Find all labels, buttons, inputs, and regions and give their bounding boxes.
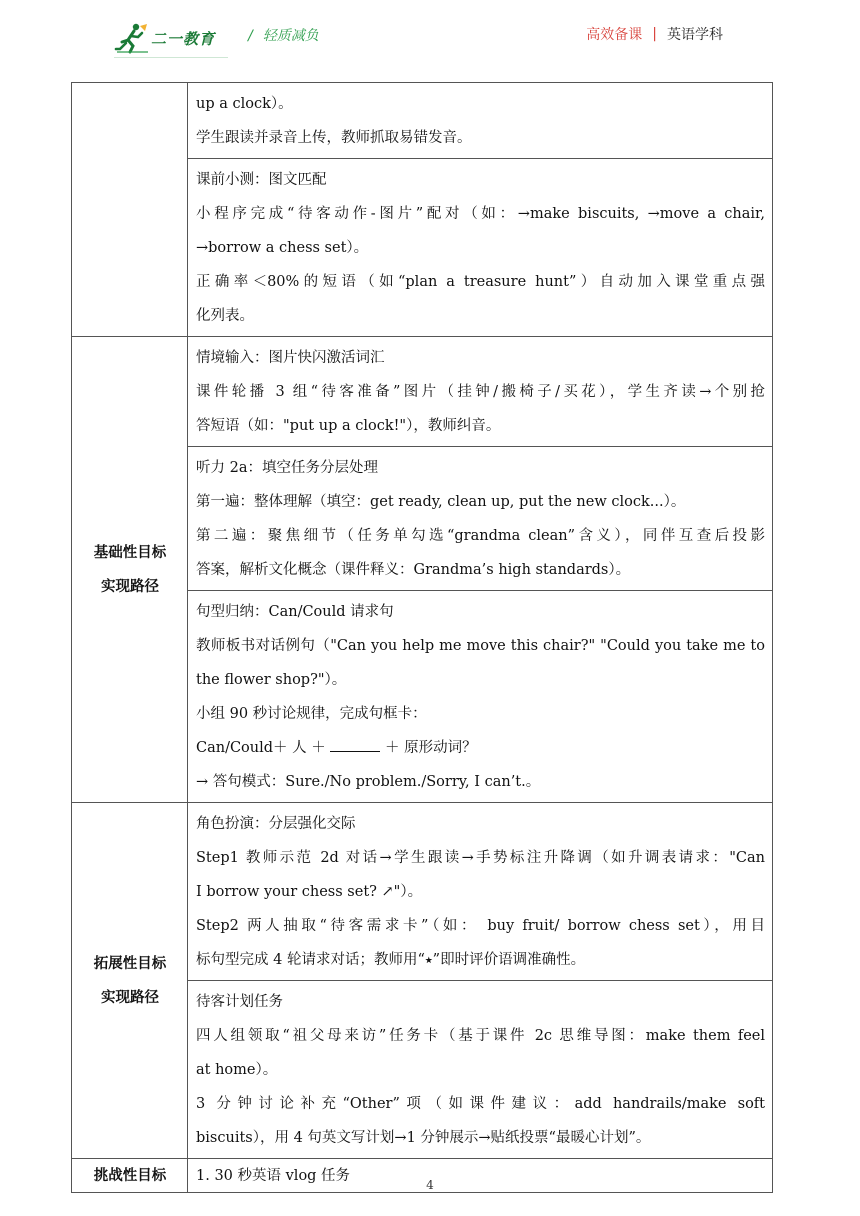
frame-part: ＋ 原形动词？ [384, 740, 477, 756]
text-line: 待客计划任务 [196, 994, 283, 1010]
text-line: the flower shop?"）。 [196, 672, 347, 688]
label-line: 实现路径 [101, 990, 159, 1006]
text-line: 小程序完成“待客动作-图片”配对（如：→make biscuits, →move a chair, [196, 206, 765, 222]
text-line: 化列表。 [196, 308, 254, 324]
content-cell [188, 159, 773, 337]
text-line: 课前小测：图文匹配 [196, 172, 327, 188]
header-separator: | [652, 26, 657, 42]
text-line: →borrow a chess set）。 [196, 240, 369, 256]
text-line: 情境输入：图片快闪激活词汇 [196, 350, 385, 366]
content-cell [188, 803, 773, 981]
table-row [72, 803, 773, 981]
text-line: 标句型完成 4 轮请求对话；教师用“⭑”即时评价语调准确性。 [196, 952, 586, 968]
text-line: 答案，解析文化概念（课件释义：Grandma’s high standards）。 [196, 562, 631, 578]
empty-label-cell [72, 83, 188, 337]
text-line: I borrow your chess set? ↗"）。 [196, 884, 423, 900]
page-number: 4 [426, 1178, 434, 1192]
text-line: 第二遍：聚焦细节（任务单勾选“grandma clean”含义），同伴互查后投影 [196, 528, 765, 544]
header-tag: 高效备课 [586, 27, 643, 43]
content-cell [188, 981, 773, 1159]
content-cell [188, 447, 773, 591]
text-line: 小组 90 秒讨论规律，完成句框卡： [196, 706, 427, 722]
label-line: 基础性目标 [93, 545, 167, 561]
runner-logo-icon [114, 22, 150, 54]
text-line: 答短语（如："put up a clock!"），教师纠音。 [196, 418, 501, 434]
frame-part: Can/Could＋ 人 ＋ [196, 740, 326, 756]
text-line: biscuits），用 4 句英文写计划→1 分钟展示→贴纸投票“最暖心计划”。 [196, 1130, 651, 1146]
text-line: 四人组领取“祖父母来访”任务卡（基于课件 2c 思维导图：make them feel [196, 1028, 765, 1044]
text-line: 1. 30 秒英语 vlog 任务 [196, 1168, 351, 1184]
label-line: 拓展性目标 [93, 956, 167, 972]
text-line: 角色扮演：分层强化交际 [196, 816, 356, 832]
slogan-text: 轻质减负 [262, 28, 319, 44]
basic-goal-label [72, 337, 188, 803]
text-line: Step1 教师示范 2d 对话→学生跟读→手势标注升降调（如升调表请求："Can [196, 850, 765, 866]
table-row [72, 83, 773, 159]
header-underline [114, 57, 228, 58]
text-line: at home）。 [196, 1062, 278, 1078]
fill-blank [330, 737, 380, 752]
content-cell [188, 337, 773, 447]
text-line: → 答句模式：Sure./No problem./Sorry, I can’t.。 [196, 774, 541, 790]
text-line: 3 分钟讨论补充“Other”项（如课件建议：add handrails/make soft [196, 1096, 765, 1112]
text-line: up a clock）。 [196, 96, 293, 112]
page-header [0, 0, 860, 70]
lesson-plan-table [71, 82, 773, 1193]
text-line: Step2 两人抽取“待客需求卡”（如： buy fruit/ borrow chess set），用目 [196, 918, 765, 934]
content-cell [188, 83, 773, 159]
text-line: 正确率＜80%的短语（如“plan a treasure hunt”）自动加入课堂重点强 [196, 274, 765, 290]
sentence-frame [196, 731, 765, 765]
text-line: 句型归纳：Can/Could 请求句 [196, 604, 394, 620]
text-line: 第一遍：整体理解（填空：get ready, clean up, put the new clock...）。 [196, 494, 686, 510]
table-row [72, 337, 773, 447]
text-line: 学生跟读并录音上传，教师抓取易错发音。 [196, 130, 472, 146]
header-subject-name: 英语学科 [667, 27, 723, 43]
logo [114, 22, 215, 54]
label-line: 实现路径 [101, 579, 159, 595]
text-line: 听力 2a：填空任务分层处理 [196, 460, 378, 476]
slogan: / 轻质减负 [248, 28, 319, 44]
logo-text: 二一教育 [151, 29, 216, 48]
text-line: 课件轮播 3 组“待客准备”图片（挂钟/搬椅子/买花），学生齐读→个别抢 [196, 384, 765, 400]
content-cell [188, 591, 773, 803]
text-line: 教师板书对话例句（"Can you help me move this chair?" "Could you take me to [196, 638, 765, 654]
extension-goal-label [72, 803, 188, 1159]
header-subject [586, 24, 723, 44]
label-line: 挑战性目标 [93, 1168, 167, 1184]
